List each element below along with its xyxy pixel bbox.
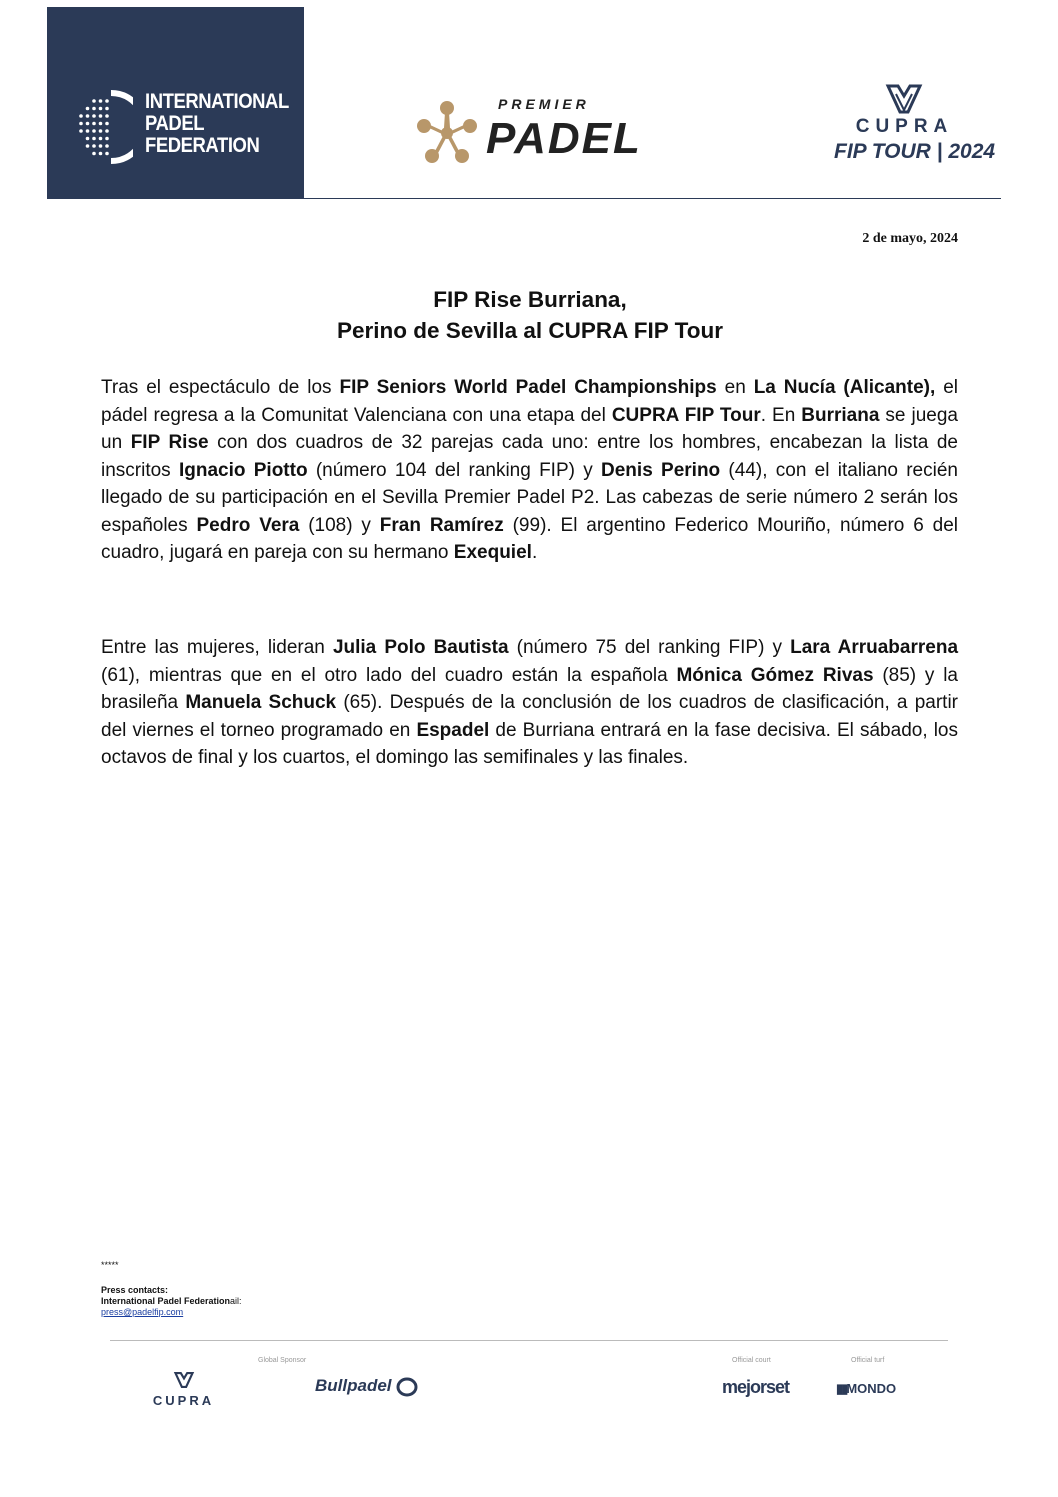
press-org-suffix: ail: <box>230 1296 242 1306</box>
bold-text-run: Mónica Gómez Rivas <box>676 664 874 686</box>
cupra-emblem-icon <box>884 84 924 114</box>
text-run: se juega un <box>101 404 958 453</box>
text-run: con dos cuadros de 32 parejas cada uno: entre los hombres, encabezan la lista de inscritos <box>101 432 958 481</box>
title-line-2: Perino de Sevilla al CUPRA FIP Tour <box>337 318 723 343</box>
global-sponsor-label: Global Sponsor <box>258 1357 307 1364</box>
ipf-wordmark <box>145 91 289 157</box>
sponsor-cupra-text: CUPRA <box>152 1393 215 1408</box>
bold-text-run: Exequiel <box>453 542 532 563</box>
premier-padel-flower-icon <box>412 98 482 168</box>
ipf-dot <box>92 122 96 126</box>
ipf-dot <box>86 129 90 133</box>
cupra-emblem-small-icon <box>173 1372 195 1388</box>
bold-text-run: Denis Perino <box>601 459 721 481</box>
mondo-mark-icon: ▮▮ <box>836 1381 847 1396</box>
bold-text-run: La Nucía (Alicante), <box>753 377 936 398</box>
ipf-dot <box>92 114 96 118</box>
document-date: 2 de mayo, 2024 <box>862 231 958 246</box>
bold-text-run: Burriana <box>801 404 880 426</box>
ipf-dot <box>99 152 103 156</box>
text-run: Entre las mujeres, lideran <box>101 637 333 658</box>
text-run: (61), mientras que en el otro lado del cuadro están la española <box>101 664 677 686</box>
official-turf-label: Official turf <box>851 1357 885 1364</box>
bullpadel-mark-icon <box>396 1377 418 1397</box>
sponsor-bullpadel-logo <box>315 1376 418 1397</box>
separator-stars: ***** <box>101 1260 119 1270</box>
bold-text-run: FIP Rise <box>130 432 209 453</box>
ipf-dot <box>79 129 83 133</box>
ipf-dot <box>99 99 103 103</box>
ipf-ball-icon <box>75 87 133 167</box>
text-run: (99). El argentino Federico Mouriño, número 6 del cuadro, jugará en pareja con su hermano <box>101 514 959 563</box>
bold-text-run: Manuela Schuck <box>185 692 337 713</box>
bold-text-run: Fran Ramírez <box>379 514 504 536</box>
sponsor-mondo-logo <box>836 1381 896 1397</box>
ipf-logo-panel <box>47 7 304 198</box>
ipf-dot <box>86 122 90 126</box>
sponsor-divider <box>110 1340 948 1341</box>
fip-tour-year: FIP TOUR | 2024 <box>834 140 996 163</box>
bold-text-run: Lara Arruabarrena <box>790 637 959 658</box>
text-run: en <box>716 377 754 398</box>
ipf-line-1: INTERNATIONAL <box>145 90 289 113</box>
body-paragraph-2 <box>101 634 958 772</box>
ipf-dot <box>99 114 103 118</box>
ipf-dot <box>105 137 109 141</box>
ipf-line-3: FEDERATION <box>145 134 260 157</box>
ipf-line-2: PADEL <box>145 112 205 135</box>
ipf-dot <box>86 137 90 141</box>
ipf-dot <box>92 107 96 111</box>
body-paragraph-1 <box>101 374 958 567</box>
bold-text-run: CUPRA FIP Tour <box>611 404 761 426</box>
ipf-dot <box>105 122 109 126</box>
sponsor-mondo-text: MONDO <box>846 1381 897 1396</box>
cupra-fip-tour-logo <box>832 84 996 174</box>
ipf-dot <box>105 107 109 111</box>
text-run: (número 75 del ranking FIP) y <box>508 637 791 658</box>
text-run: el pádel regresa a la Comunitat Valenciana con una etapa del <box>101 377 958 426</box>
bold-text-run: FIP Seniors World Padel Championships <box>339 377 717 398</box>
sponsor-bullpadel-text: Bullpadel <box>315 1376 392 1395</box>
header-divider <box>47 198 1001 199</box>
ipf-dot <box>86 107 90 111</box>
text-run: (número 104 del ranking FIP) y <box>307 459 602 481</box>
ipf-dot <box>105 99 109 103</box>
text-run: de Burriana entrará en la fase decisiva. El sábado, los octavos de final y los cuartos, el domingo las semifinales y las finales. <box>101 719 958 768</box>
sponsor-cupra-logo <box>136 1372 231 1408</box>
press-contacts <box>101 1285 242 1318</box>
press-label: Press contacts: <box>101 1285 169 1295</box>
official-court-label: Official court <box>732 1357 771 1364</box>
text-run: . En <box>760 404 802 426</box>
ipf-dot <box>105 114 109 118</box>
bold-text-run: Ignacio Piotto <box>178 459 308 481</box>
title-line-1: FIP Rise Burriana, <box>433 287 627 312</box>
text-run: (44), con el italiano recién llegado de su participación en el Sevilla Premier Padel P2. Las cabezas de serie número 2 serán los españoles <box>101 459 958 536</box>
ipf-dot <box>92 99 96 103</box>
ipf-dot <box>86 114 90 118</box>
ipf-dot <box>105 129 109 133</box>
sponsor-mejorset-logo: mejorset <box>722 1377 790 1397</box>
cupra-wordmark: CUPRA <box>855 116 954 137</box>
ipf-dot <box>92 152 96 156</box>
premier-text: PREMIER <box>498 96 590 112</box>
ipf-dot <box>99 137 103 141</box>
ipf-dot <box>99 144 103 148</box>
ipf-dot <box>99 107 103 111</box>
ipf-dot <box>99 129 103 133</box>
text-run: (85) y la brasileña <box>101 664 958 713</box>
document-title <box>100 284 960 346</box>
ipf-dot <box>92 137 96 141</box>
text-run: (108) y <box>299 514 380 536</box>
ipf-dot <box>86 144 90 148</box>
press-email-link[interactable]: press@padelfip.com <box>101 1307 184 1317</box>
ipf-dot <box>99 122 103 126</box>
padel-text: PADEL <box>486 114 642 163</box>
bold-text-run: Espadel <box>416 719 490 741</box>
text-run: . <box>531 542 538 563</box>
bold-text-run: Julia Polo Bautista <box>332 637 509 658</box>
text-run: Tras el espectáculo de los <box>101 377 340 398</box>
press-org: International Padel Federation <box>101 1296 231 1306</box>
ipf-dot <box>79 122 83 126</box>
bold-text-run: Pedro Vera <box>196 514 300 536</box>
ipf-dot <box>105 152 109 156</box>
ipf-dot <box>79 114 83 118</box>
ipf-dot <box>92 129 96 133</box>
premier-padel-logo <box>412 95 712 170</box>
ipf-dot <box>105 144 109 148</box>
ipf-dot <box>92 144 96 148</box>
text-run: (65). Después de la conclusión de los cuadros de clasificación, a partir del viernes el torneo programado en <box>101 692 958 741</box>
